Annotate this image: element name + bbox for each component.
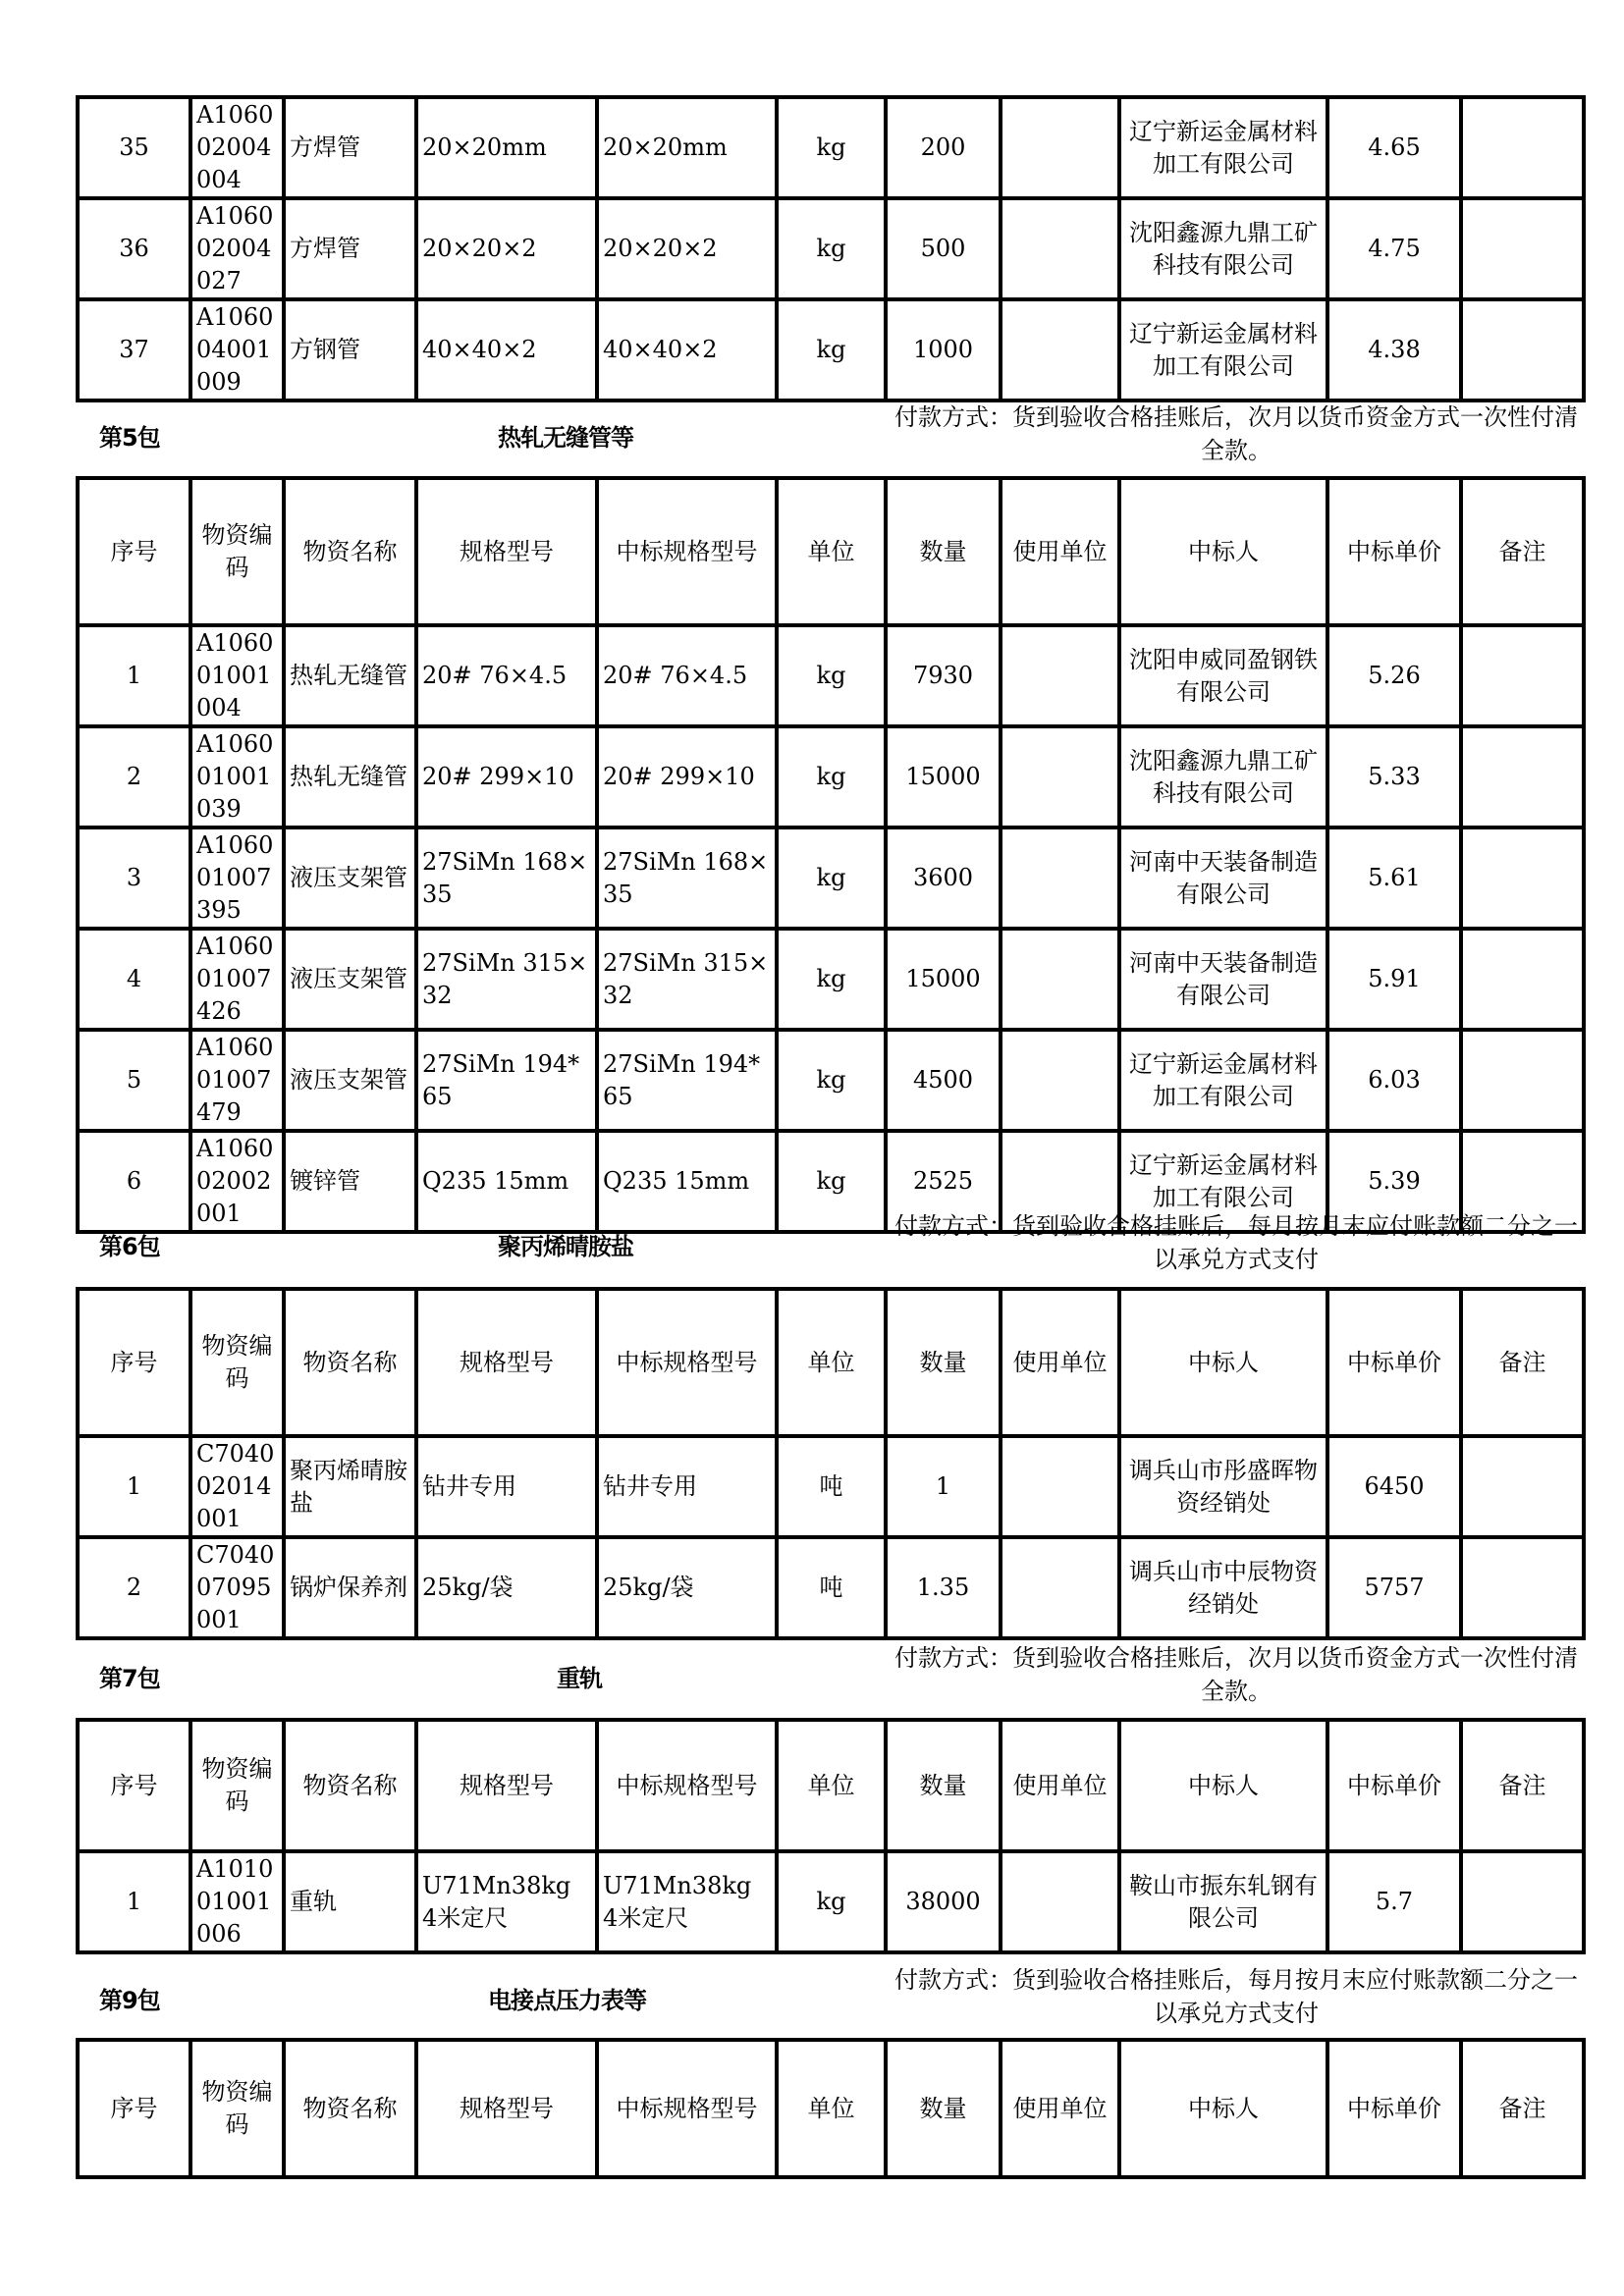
cell-code: A106001007395	[190, 828, 284, 929]
cell-bid-spec: 27SiMn 315×32	[597, 929, 777, 1030]
cell-seq: 35	[78, 97, 190, 198]
cell-unit: 吨	[777, 1537, 886, 1638]
column-header-code: 物资编码	[190, 478, 284, 625]
cell-spec: U71Mn38kg 4米定尺	[416, 1851, 597, 1952]
column-header-price: 中标单价	[1327, 1289, 1461, 1436]
column-header-price: 中标单价	[1327, 2040, 1461, 2177]
column-header-note: 备注	[1461, 2040, 1584, 2177]
column-header-spec: 规格型号	[416, 1289, 597, 1436]
cell-price: 4.65	[1327, 97, 1461, 198]
column-header-qty: 数量	[886, 478, 1001, 625]
cell-winner: 辽宁新运金属材料加工有限公司	[1119, 1030, 1327, 1131]
cell-bid-spec: 20# 76×4.5	[597, 625, 777, 726]
cell-spec: Q235 15mm	[416, 1131, 597, 1232]
package-label: 第6包	[99, 1233, 160, 1260]
cell-price: 5757	[1327, 1537, 1461, 1638]
column-header-winner: 中标人	[1119, 1289, 1327, 1436]
cell-note	[1461, 1030, 1584, 1131]
cell-price: 5.7	[1327, 1851, 1461, 1952]
cell-qty: 7930	[886, 625, 1001, 726]
column-header-qty: 数量	[886, 1720, 1001, 1851]
package-5-header	[76, 404, 1582, 463]
cell-code: A106001007426	[190, 929, 284, 1030]
cell-code: A106001001039	[190, 726, 284, 828]
column-header-winner: 中标人	[1119, 478, 1327, 625]
column-header-unit: 单位	[777, 478, 886, 625]
table-row	[78, 726, 1584, 828]
cell-seq: 36	[78, 198, 190, 299]
cell-bid-spec: U71Mn38kg 4米定尺	[597, 1851, 777, 1952]
cell-winner: 河南中天装备制造有限公司	[1119, 929, 1327, 1030]
package-9-table	[76, 2038, 1586, 2179]
column-header-note: 备注	[1461, 478, 1584, 625]
cell-note	[1461, 97, 1584, 198]
cell-note	[1461, 198, 1584, 299]
cell-qty: 2525	[886, 1131, 1001, 1232]
cell-user-unit	[1001, 1030, 1119, 1131]
cell-spec: 20×20mm	[416, 97, 597, 198]
cell-name: 热轧无缝管	[284, 726, 416, 828]
cell-note	[1461, 1436, 1584, 1537]
cell-unit: kg	[777, 1131, 886, 1232]
cell-bid-spec: 20×20mm	[597, 97, 777, 198]
column-header-user-unit: 使用单位	[1001, 1289, 1119, 1436]
cell-seq: 2	[78, 1537, 190, 1638]
cell-winner: 辽宁新运金属材料加工有限公司	[1119, 97, 1327, 198]
package-6-header	[76, 1213, 1582, 1272]
cell-bid-spec: 40×40×2	[597, 299, 777, 400]
cell-name: 液压支架管	[284, 828, 416, 929]
cell-unit: kg	[777, 1030, 886, 1131]
cell-price: 5.26	[1327, 625, 1461, 726]
column-header-qty: 数量	[886, 1289, 1001, 1436]
cell-note	[1461, 299, 1584, 400]
cell-spec: 40×40×2	[416, 299, 597, 400]
table-row	[78, 1030, 1584, 1131]
cell-qty: 200	[886, 97, 1001, 198]
cell-unit: kg	[777, 828, 886, 929]
payment-terms: 付款方式：货到验收合格挂账后，次月以货币资金方式一次性付清全款。	[894, 403, 1578, 464]
cell-name: 聚丙烯晴胺盐	[284, 1436, 416, 1537]
column-header-user-unit: 使用单位	[1001, 2040, 1119, 2177]
cell-name: 镀锌管	[284, 1131, 416, 1232]
cell-note	[1461, 625, 1584, 726]
column-header-name: 物资名称	[284, 478, 416, 625]
column-header-seq: 序号	[78, 2040, 190, 2177]
package-7-header	[76, 1645, 1582, 1704]
column-header-spec: 规格型号	[416, 478, 597, 625]
cell-qty: 15000	[886, 929, 1001, 1030]
cell-name: 液压支架管	[284, 1030, 416, 1131]
table-row	[78, 929, 1584, 1030]
table-row	[78, 1436, 1584, 1537]
column-header-bid-spec: 中标规格型号	[597, 1289, 777, 1436]
cell-bid-spec: 20# 299×10	[597, 726, 777, 828]
cell-seq: 1	[78, 625, 190, 726]
cell-user-unit	[1001, 726, 1119, 828]
column-header-spec: 规格型号	[416, 2040, 597, 2177]
cell-unit: kg	[777, 299, 886, 400]
table-row	[78, 299, 1584, 400]
cell-price: 6450	[1327, 1436, 1461, 1537]
column-header-note: 备注	[1461, 1720, 1584, 1851]
column-header-bid-spec: 中标规格型号	[597, 2040, 777, 2177]
continued-table	[76, 95, 1586, 402]
cell-price: 6.03	[1327, 1030, 1461, 1131]
cell-bid-spec: 27SiMn 194*65	[597, 1030, 777, 1131]
table-row	[78, 97, 1584, 198]
header-row	[78, 1289, 1584, 1436]
column-header-qty: 数量	[886, 2040, 1001, 2177]
header-row	[78, 478, 1584, 625]
cell-qty: 4500	[886, 1030, 1001, 1131]
cell-seq: 1	[78, 1851, 190, 1952]
cell-note	[1461, 929, 1584, 1030]
column-header-user-unit: 使用单位	[1001, 478, 1119, 625]
cell-note	[1461, 726, 1584, 828]
cell-bid-spec: 25kg/袋	[597, 1537, 777, 1638]
cell-seq: 37	[78, 299, 190, 400]
package-6-table	[76, 1287, 1586, 1640]
cell-price: 5.91	[1327, 929, 1461, 1030]
cell-code: A106002004004	[190, 97, 284, 198]
column-header-winner: 中标人	[1119, 1720, 1327, 1851]
cell-winner: 沈阳鑫源九鼎工矿科技有限公司	[1119, 198, 1327, 299]
cell-user-unit	[1001, 1436, 1119, 1537]
cell-unit: kg	[777, 929, 886, 1030]
package-label: 第5包	[99, 424, 160, 452]
package-7-table	[76, 1718, 1586, 1954]
cell-winner: 河南中天装备制造有限公司	[1119, 828, 1327, 929]
cell-spec: 钻井专用	[416, 1436, 597, 1537]
column-header-code: 物资编码	[190, 1720, 284, 1851]
cell-unit: kg	[777, 97, 886, 198]
table-row	[78, 198, 1584, 299]
cell-spec: 27SiMn 315×32	[416, 929, 597, 1030]
cell-note	[1461, 1537, 1584, 1638]
table-row	[78, 1851, 1584, 1952]
cell-spec: 20# 299×10	[416, 726, 597, 828]
cell-winner: 沈阳申威同盈钢铁有限公司	[1119, 625, 1327, 726]
cell-note	[1461, 828, 1584, 929]
package-label: 第9包	[99, 1987, 160, 2014]
cell-spec: 20# 76×4.5	[416, 625, 597, 726]
cell-user-unit	[1001, 299, 1119, 400]
cell-winner: 调兵山市中辰物资经销处	[1119, 1537, 1327, 1638]
cell-bid-spec: 钻井专用	[597, 1436, 777, 1537]
cell-user-unit	[1001, 828, 1119, 929]
cell-unit: kg	[777, 726, 886, 828]
cell-code: C704002014001	[190, 1436, 284, 1537]
cell-user-unit	[1001, 1537, 1119, 1638]
column-header-unit: 单位	[777, 2040, 886, 2177]
cell-name: 方焊管	[284, 97, 416, 198]
column-header-seq: 序号	[78, 1720, 190, 1851]
cell-user-unit	[1001, 625, 1119, 726]
cell-qty: 38000	[886, 1851, 1001, 1952]
payment-terms: 付款方式：货到验收合格挂账后，次月以货币资金方式一次性付清全款。	[894, 1644, 1578, 1705]
cell-qty: 1	[886, 1436, 1001, 1537]
cell-price: 5.39	[1327, 1131, 1461, 1232]
column-header-seq: 序号	[78, 1289, 190, 1436]
cell-user-unit	[1001, 929, 1119, 1030]
cell-winner: 鞍山市振东轧钢有限公司	[1119, 1851, 1327, 1952]
cell-name: 方焊管	[284, 198, 416, 299]
package-title: 重轨	[557, 1665, 602, 1692]
column-header-code: 物资编码	[190, 1289, 284, 1436]
cell-code: A106001001004	[190, 625, 284, 726]
column-header-bid-spec: 中标规格型号	[597, 478, 777, 625]
cell-code: A106001007479	[190, 1030, 284, 1131]
cell-winner: 辽宁新运金属材料加工有限公司	[1119, 299, 1327, 400]
cell-spec: 27SiMn 168×35	[416, 828, 597, 929]
cell-spec: 25kg/袋	[416, 1537, 597, 1638]
cell-qty: 3600	[886, 828, 1001, 929]
cell-bid-spec: 27SiMn 168×35	[597, 828, 777, 929]
cell-price: 4.38	[1327, 299, 1461, 400]
column-header-unit: 单位	[777, 1289, 886, 1436]
cell-seq: 1	[78, 1436, 190, 1537]
cell-user-unit	[1001, 198, 1119, 299]
cell-bid-spec: Q235 15mm	[597, 1131, 777, 1232]
table-row	[78, 1537, 1584, 1638]
column-header-spec: 规格型号	[416, 1720, 597, 1851]
cell-name: 方钢管	[284, 299, 416, 400]
cell-price: 5.33	[1327, 726, 1461, 828]
package-title: 聚丙烯晴胺盐	[498, 1233, 633, 1260]
cell-seq: 6	[78, 1131, 190, 1232]
table-row	[78, 625, 1584, 726]
column-header-price: 中标单价	[1327, 478, 1461, 625]
cell-qty: 1000	[886, 299, 1001, 400]
cell-spec: 20×20×2	[416, 198, 597, 299]
cell-unit: kg	[777, 1851, 886, 1952]
column-header-note: 备注	[1461, 1289, 1584, 1436]
column-header-name: 物资名称	[284, 1720, 416, 1851]
cell-name: 液压支架管	[284, 929, 416, 1030]
column-header-bid-spec: 中标规格型号	[597, 1720, 777, 1851]
column-header-winner: 中标人	[1119, 2040, 1327, 2177]
cell-note	[1461, 1851, 1584, 1952]
table-row	[78, 828, 1584, 929]
cell-user-unit	[1001, 97, 1119, 198]
package-9-header	[76, 1967, 1582, 2026]
cell-winner: 辽宁新运金属材料加工有限公司	[1119, 1131, 1327, 1232]
column-header-seq: 序号	[78, 478, 190, 625]
cell-code: A106002004027	[190, 198, 284, 299]
payment-terms: 付款方式：货到验收合格挂账后，每月按月末应付账款额二分之一以承兑方式支付	[894, 1212, 1578, 1273]
package-5-table	[76, 476, 1586, 1234]
cell-name: 热轧无缝管	[284, 625, 416, 726]
cell-code: A101001001006	[190, 1851, 284, 1952]
cell-seq: 5	[78, 1030, 190, 1131]
cell-winner: 调兵山市彤盛晖物资经销处	[1119, 1436, 1327, 1537]
cell-qty: 15000	[886, 726, 1001, 828]
column-header-unit: 单位	[777, 1720, 886, 1851]
cell-code: A106002002001	[190, 1131, 284, 1232]
cell-name: 重轨	[284, 1851, 416, 1952]
column-header-code: 物资编码	[190, 2040, 284, 2177]
cell-seq: 4	[78, 929, 190, 1030]
cell-bid-spec: 20×20×2	[597, 198, 777, 299]
package-title: 电接点压力表等	[488, 1987, 646, 2014]
cell-winner: 沈阳鑫源九鼎工矿科技有限公司	[1119, 726, 1327, 828]
cell-name: 锅炉保养剂	[284, 1537, 416, 1638]
cell-unit: 吨	[777, 1436, 886, 1537]
package-title: 热轧无缝管等	[498, 424, 633, 452]
cell-user-unit	[1001, 1851, 1119, 1952]
column-header-name: 物资名称	[284, 2040, 416, 2177]
cell-price: 4.75	[1327, 198, 1461, 299]
column-header-price: 中标单价	[1327, 1720, 1461, 1851]
column-header-name: 物资名称	[284, 1289, 416, 1436]
cell-qty: 1.35	[886, 1537, 1001, 1638]
cell-code: A106004001009	[190, 299, 284, 400]
header-row	[78, 2040, 1584, 2177]
cell-seq: 2	[78, 726, 190, 828]
cell-unit: kg	[777, 625, 886, 726]
column-header-user-unit: 使用单位	[1001, 1720, 1119, 1851]
cell-unit: kg	[777, 198, 886, 299]
cell-seq: 3	[78, 828, 190, 929]
payment-terms: 付款方式：货到验收合格挂账后，每月按月末应付账款额二分之一以承兑方式支付	[894, 1966, 1578, 2027]
cell-spec: 27SiMn 194*65	[416, 1030, 597, 1131]
cell-code: C704007095001	[190, 1537, 284, 1638]
cell-qty: 500	[886, 198, 1001, 299]
cell-price: 5.61	[1327, 828, 1461, 929]
package-label: 第7包	[99, 1665, 160, 1692]
header-row	[78, 1720, 1584, 1851]
